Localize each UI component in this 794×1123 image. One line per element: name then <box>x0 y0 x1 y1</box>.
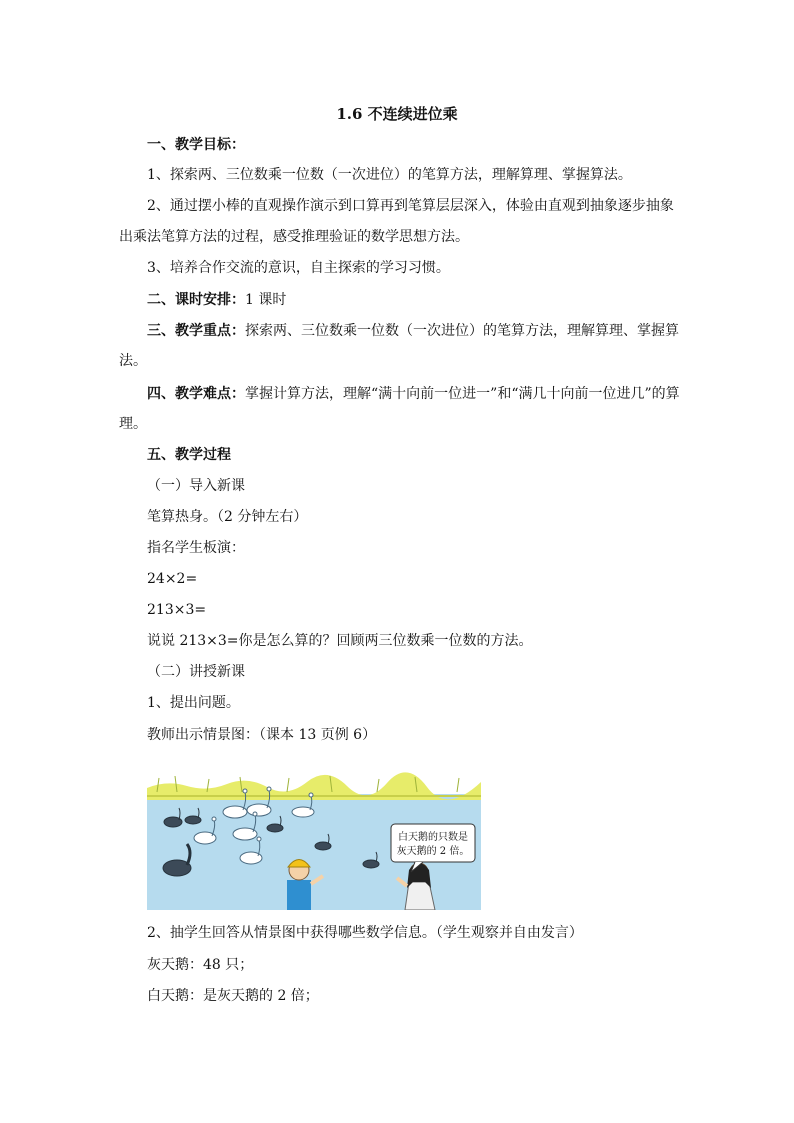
bubble-line-2: 灰天鹅的 2 倍。 <box>396 846 470 857</box>
white-swan-relation: 白天鹅：是灰天鹅的 2 倍； <box>147 988 319 1004</box>
equation-2: 213×3= <box>147 602 207 618</box>
step-1-text: 1、提出问题。 <box>147 695 240 711</box>
process-heading: 五、教学过程 <box>147 447 231 463</box>
difficulty-line1 <box>147 384 680 404</box>
schedule-label: 二、课时安排： <box>147 292 245 308</box>
goal-2-line2: 出乘法笔算方法的过程，感受推理验证的数学思想方法。 <box>119 229 469 245</box>
warmup-text: 笔算热身。（2 分钟左右） <box>147 509 308 525</box>
goal-1: 1、探索两、三位数乘一位数（一次进位）的笔算方法，理解算理、掌握算法。 <box>147 167 632 183</box>
schedule-line <box>147 290 286 310</box>
goal-2-line1: 2、通过摆小棒的直观操作演示到口算再到笔算层层深入，体验由直观到抽象逐步抽象 <box>147 198 674 214</box>
key-points-line1 <box>147 321 679 341</box>
review-text: 说说 213×3=你是怎么算的？回顾两三位数乘一位数的方法。 <box>147 633 533 649</box>
section-intro: （一）导入新课 <box>147 478 245 494</box>
grey-swan-count: 灰天鹅：48 只； <box>147 957 254 973</box>
goals-heading: 一、教学目标： <box>147 137 245 153</box>
section-new-lesson: （二）讲授新课 <box>147 664 245 680</box>
key-points-text: 探索两、三位数乘一位数（一次进位）的笔算方法，理解算理、掌握算 <box>245 323 679 339</box>
lesson-title: 1.6 不连续进位乘 <box>336 105 458 123</box>
swan-lake-svg <box>147 770 481 910</box>
key-points-line2: 法。 <box>119 353 147 369</box>
goal-3: 3、培养合作交流的意识，自主探索的学习习惯。 <box>147 260 450 276</box>
schedule-value: 1 课时 <box>245 292 287 308</box>
show-picture-text: 教师出示情景图：（课本 13 页例 6） <box>147 727 377 743</box>
equation-1: 24×2= <box>147 571 198 587</box>
difficulty-text: 掌握计算方法，理解“满十向前一位进一”和“满几十向前一位进几”的算 <box>245 386 680 402</box>
step-2-text: 2、抽学生回答从情景图中获得哪些数学信息。（学生观察并自由发言） <box>147 925 583 941</box>
bubble-line-1: 白天鹅的只数是 <box>398 832 468 843</box>
key-points-label: 三、教学重点： <box>147 323 245 339</box>
board-text: 指名学生板演： <box>147 540 245 556</box>
difficulty-line2: 理。 <box>119 416 147 432</box>
difficulty-label: 四、教学难点： <box>147 386 245 402</box>
swan-lake-illustration <box>147 770 481 910</box>
